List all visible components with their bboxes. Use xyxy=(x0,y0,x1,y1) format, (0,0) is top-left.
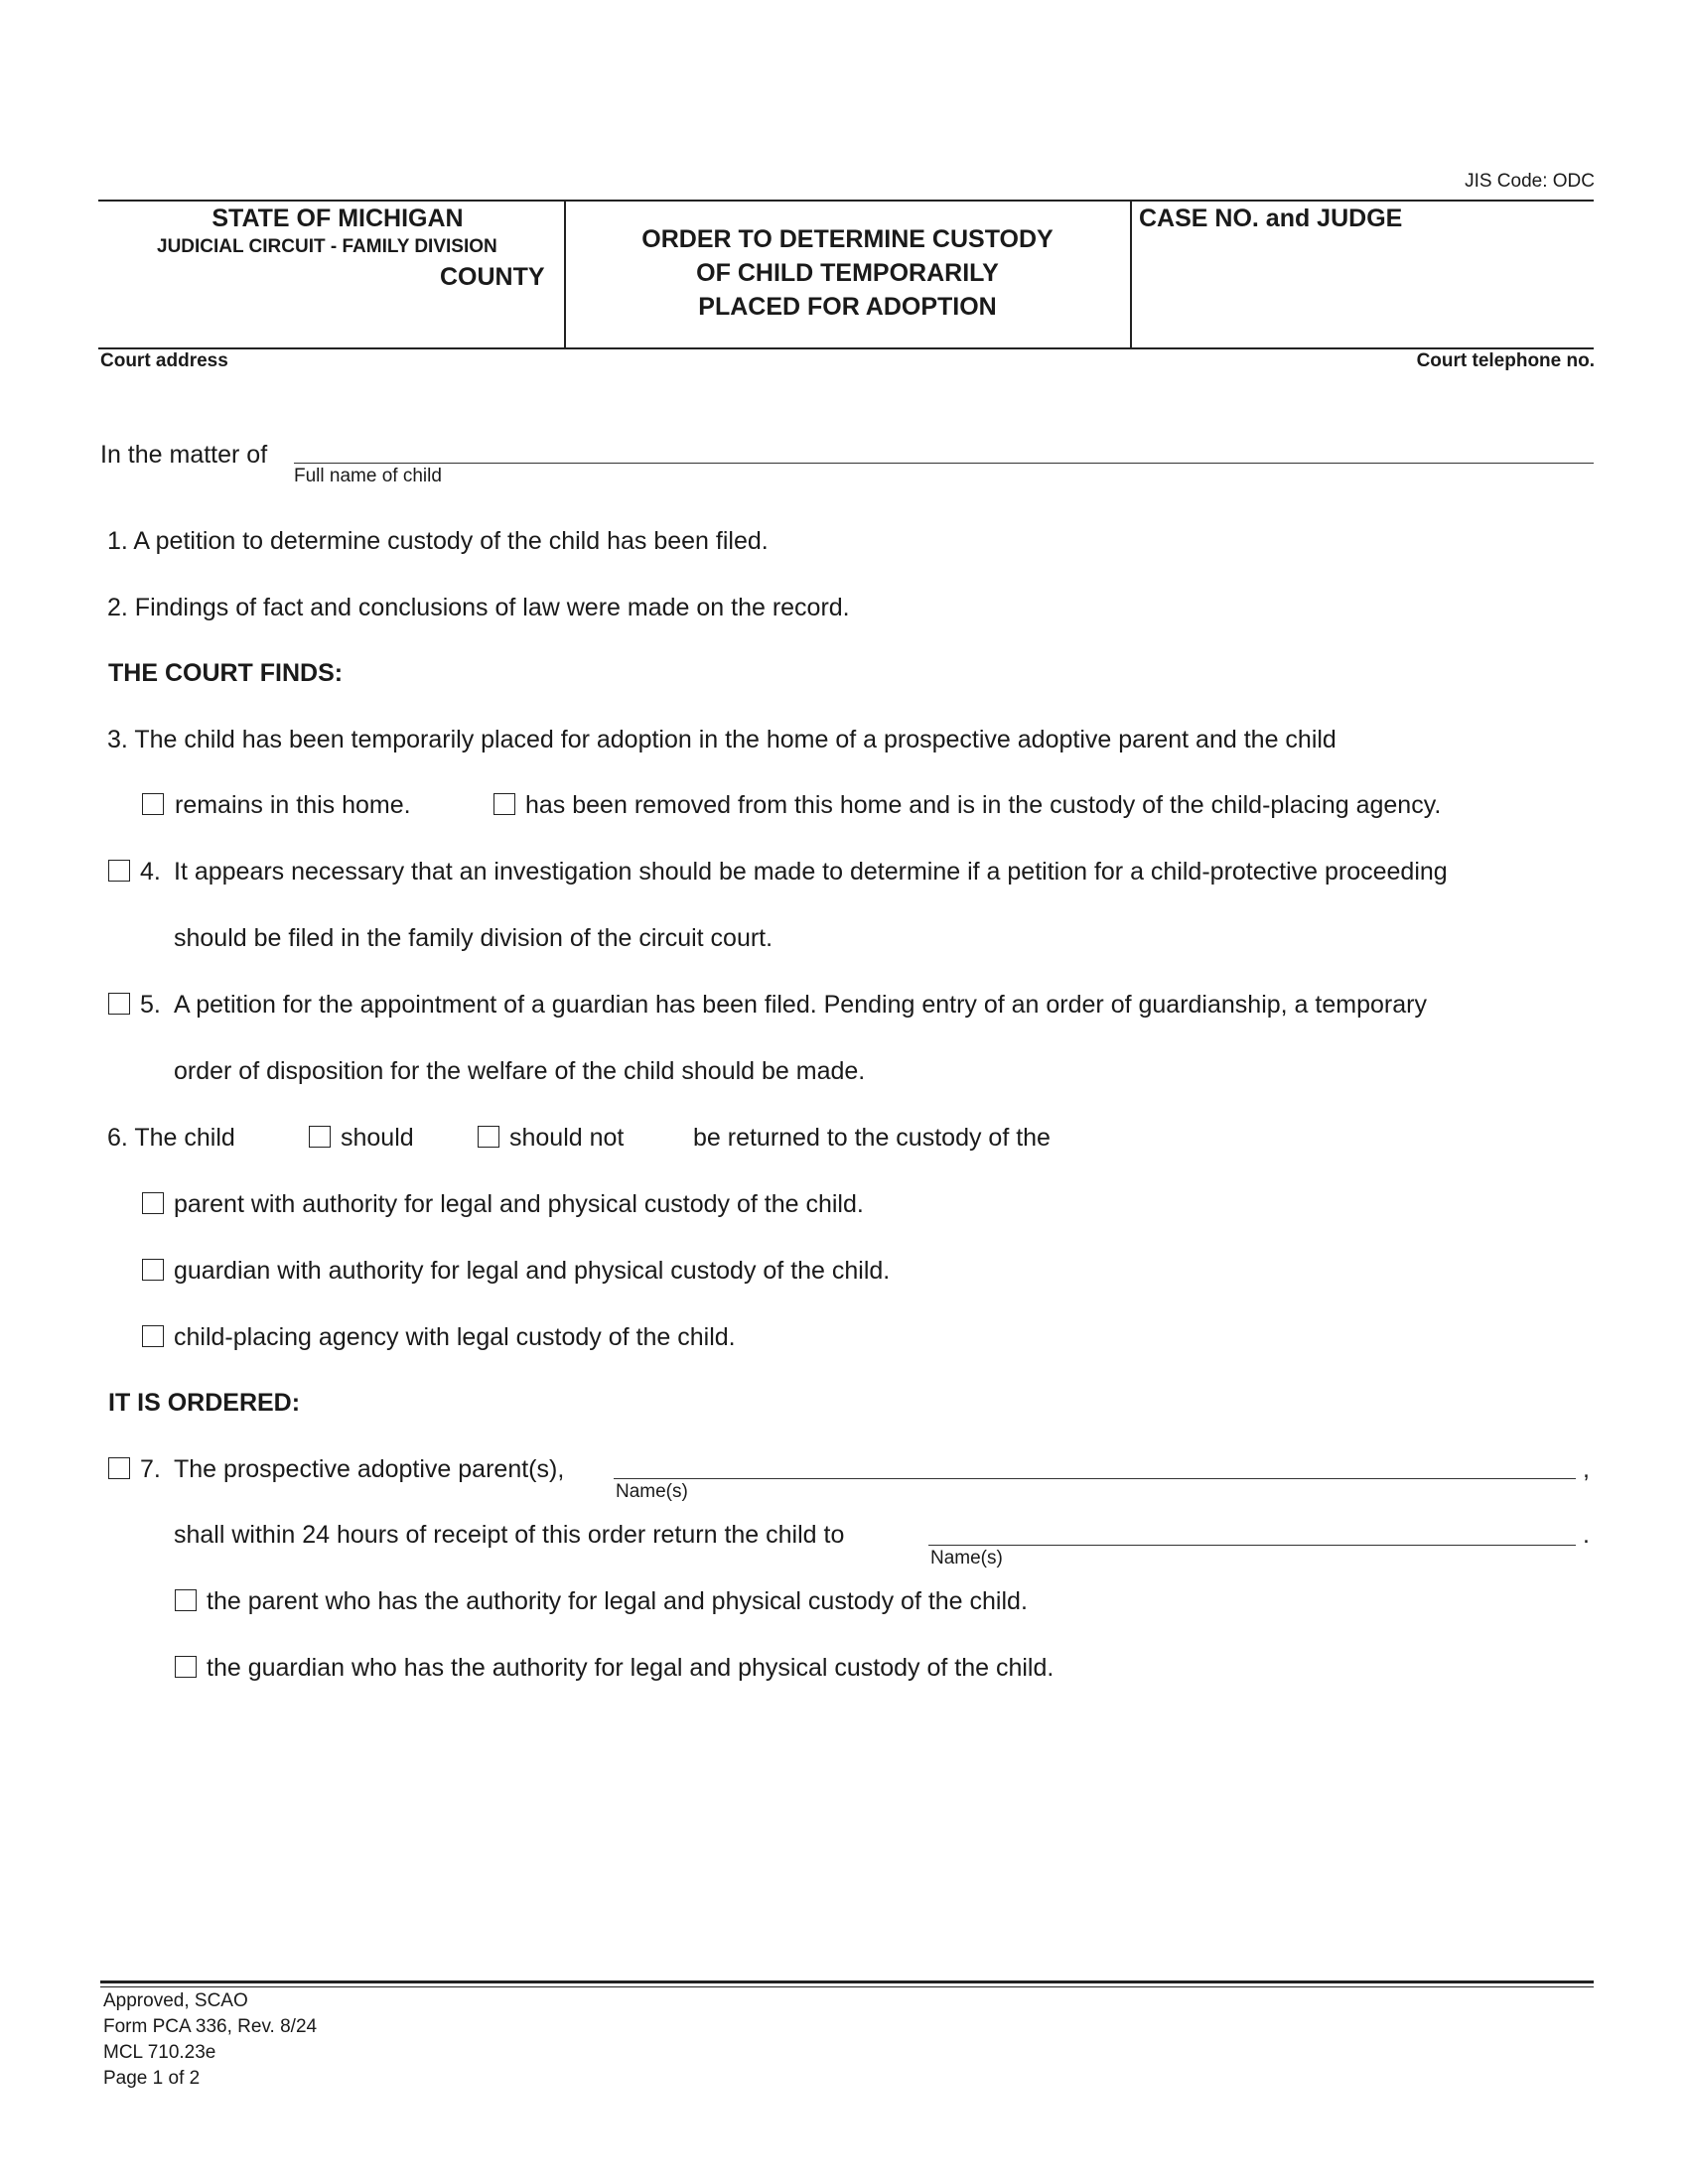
item3-remains-checkbox[interactable] xyxy=(142,793,164,815)
jis-code: JIS Code: ODC xyxy=(1465,171,1595,192)
footer-approved: Approved, SCAO xyxy=(103,1990,248,2011)
item6-should-not-label: should not xyxy=(509,1124,625,1152)
return-to-name-field[interactable] xyxy=(928,1545,1576,1546)
item5-line2: order of disposition for the welfare of the child should be made. xyxy=(174,1057,866,1085)
item-1: 1. A petition to determine custody of the child has been filed. xyxy=(107,527,769,555)
item4-checkbox[interactable] xyxy=(108,860,130,882)
item4-number: 4. xyxy=(140,858,161,886)
header-bottom-rule xyxy=(98,347,1594,349)
footer-rule-thin xyxy=(100,1986,1594,1987)
form-title-line1: ORDER TO DETERMINE CUSTODY xyxy=(641,225,1054,253)
child-name-sublabel: Full name of child xyxy=(294,466,442,486)
item5-number: 5. xyxy=(140,991,161,1019)
item6-guardian-label: guardian with authority for legal and physical custody of the child. xyxy=(174,1257,891,1285)
item6-parent-checkbox[interactable] xyxy=(142,1192,164,1214)
item7-line2: shall within 24 hours of receipt of this order return the child to xyxy=(174,1521,845,1549)
court-finds-heading: THE COURT FINDS: xyxy=(108,659,344,687)
form-title-line3: PLACED FOR ADOPTION xyxy=(698,293,997,321)
court-address-label: Court address xyxy=(100,350,228,371)
footer-mcl: MCL 710.23e xyxy=(103,2042,216,2063)
adoptive-parents-name-sublabel: Name(s) xyxy=(616,1481,688,1502)
footer-rule-thick xyxy=(100,1980,1594,1983)
item7-checkbox[interactable] xyxy=(108,1457,130,1479)
return-to-name-sublabel: Name(s) xyxy=(930,1548,1003,1569)
footer-form-number: Form PCA 336, Rev. 8/24 xyxy=(103,2016,318,2037)
item6-should-label: should xyxy=(341,1124,414,1152)
item4-line1: It appears necessary that an investigation should be made to determine if a petition for a child-protective proceeding xyxy=(174,858,1448,886)
item6-guardian-checkbox[interactable] xyxy=(142,1259,164,1281)
item3-remains-label: remains in this home. xyxy=(175,791,411,819)
item7-lead: The prospective adoptive parent(s), xyxy=(174,1455,565,1483)
item6-agency-checkbox[interactable] xyxy=(142,1325,164,1347)
footer-page-number: Page 1 of 2 xyxy=(103,2068,201,2089)
state-name: STATE OF MICHIGAN xyxy=(211,205,464,232)
item7-parent-checkbox[interactable] xyxy=(175,1589,197,1611)
adoptive-parents-name-field[interactable] xyxy=(614,1478,1576,1479)
item-2: 2. Findings of fact and conclusions of law were made on the record. xyxy=(107,594,850,621)
item7-comma: , xyxy=(1583,1455,1590,1483)
child-name-field[interactable] xyxy=(294,463,1594,464)
header-divider-2 xyxy=(1130,200,1132,348)
item5-line1: A petition for the appointment of a guardian has been filed. Pending entry of an order of guardianship, a temporary xyxy=(174,991,1427,1019)
court-phone-label: Court telephone no. xyxy=(1416,350,1595,371)
item6-parent-label: parent with authority for legal and physical custody of the child. xyxy=(174,1190,864,1218)
item6-lead: 6. The child xyxy=(107,1124,235,1152)
it-is-ordered-heading: IT IS ORDERED: xyxy=(108,1389,301,1417)
item4-line2: should be filed in the family division of the circuit court. xyxy=(174,924,774,952)
matter-label: In the matter of xyxy=(100,441,268,469)
header-top-rule xyxy=(98,200,1594,202)
item7-period: . xyxy=(1583,1521,1590,1549)
item5-checkbox[interactable] xyxy=(108,993,130,1015)
item6-should-not-checkbox[interactable] xyxy=(478,1126,499,1148)
item7-guardian-checkbox[interactable] xyxy=(175,1656,197,1678)
form-title-line2: OF CHILD TEMPORARILY xyxy=(696,259,999,287)
circuit-label: JUDICIAL CIRCUIT - FAMILY DIVISION xyxy=(157,236,497,257)
item3-removed-checkbox[interactable] xyxy=(493,793,515,815)
item3-removed-label: has been removed from this home and is in the custody of the child-placing agency. xyxy=(525,791,1442,819)
item-3: 3. The child has been temporarily placed for adoption in the home of a prospective adoptive parent and the child xyxy=(107,726,1336,753)
case-no-label: CASE NO. and JUDGE xyxy=(1139,205,1403,232)
item7-parent-label: the parent who has the authority for legal and physical custody of the child. xyxy=(207,1587,1028,1615)
item6-tail: be returned to the custody of the xyxy=(693,1124,1051,1152)
item7-guardian-label: the guardian who has the authority for legal and physical custody of the child. xyxy=(207,1654,1055,1682)
item7-number: 7. xyxy=(140,1455,161,1483)
item6-should-checkbox[interactable] xyxy=(309,1126,331,1148)
county-label: COUNTY xyxy=(440,263,545,291)
item6-agency-label: child-placing agency with legal custody of the child. xyxy=(174,1323,736,1351)
